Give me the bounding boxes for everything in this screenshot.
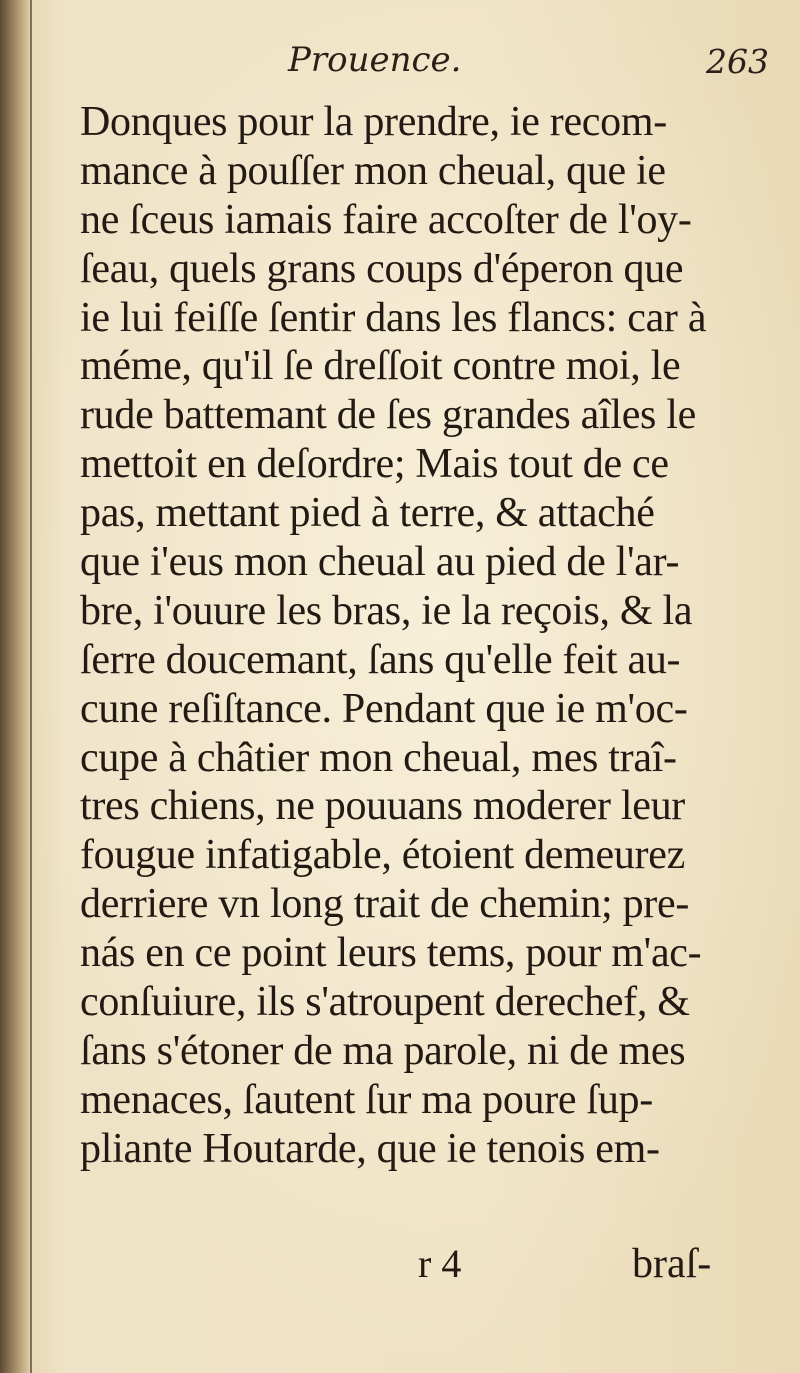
text-line: ne ſceus iamais faire accoſter de l'oy- (80, 196, 692, 243)
text-line: mettoit en deſordre; Mais tout de ce (80, 441, 669, 488)
binding-edge (30, 0, 32, 1373)
body-text (80, 98, 730, 1174)
text-line: rude battemant de ſes grandes aîles le (80, 392, 697, 439)
text-line: ſeau, quels grans coups d'éperon que (80, 245, 684, 292)
text-line: pas, mettant pied à terre, & attaché (80, 490, 655, 537)
text-line: cupe à châtier mon cheual, mes traî- (80, 734, 677, 781)
text-line: que i'eus mon cheual au pied de l'ar- (80, 539, 680, 586)
text-line: conſuiure, ils s'atroupent derechef, & (80, 979, 690, 1026)
text-line: nás en ce point leurs tems, pour m'ac- (80, 930, 702, 977)
page-foot (0, 1240, 800, 1300)
text-line: fougue infatigable, étoient demeurez (80, 832, 685, 879)
text-line: bre, i'ouure les bras, ie la reçois, & la (80, 587, 693, 634)
running-head (0, 38, 800, 98)
text-line: menaces, ſautent ſur ma poure ſup- (80, 1076, 653, 1123)
text-line: méme, qu'il ſe dreſſoit contre moi, le (80, 343, 681, 390)
running-title: Prouence. (288, 40, 462, 80)
text-line: mance à pouſſer mon cheual, que ie (80, 147, 666, 194)
text-line: pliante Houtarde, que ie tenois em- (80, 1125, 660, 1172)
signature-mark: r 4 (418, 1241, 462, 1286)
page-gutter-shadow (0, 0, 32, 1373)
text-line: derriere vn long trait de chemin; pre- (80, 881, 690, 928)
text-line: ſerre doucemant, ſans qu'elle feit au- (80, 636, 681, 683)
text-line: ſans s'étoner de ma parole, ni de mes (80, 1027, 686, 1074)
catchword: braſ- (632, 1241, 712, 1287)
text-line: Donques pour la prendre, ie recom- (80, 99, 667, 145)
page-number: 263 (706, 42, 769, 81)
text-line: tres chiens, ne pouuans moderer leur (80, 783, 685, 830)
text-line: cune reſiſtance. Pendant que ie m'oc- (80, 685, 688, 732)
text-line: ie lui feiſſe ſentir dans les flancs: car à (80, 294, 707, 341)
